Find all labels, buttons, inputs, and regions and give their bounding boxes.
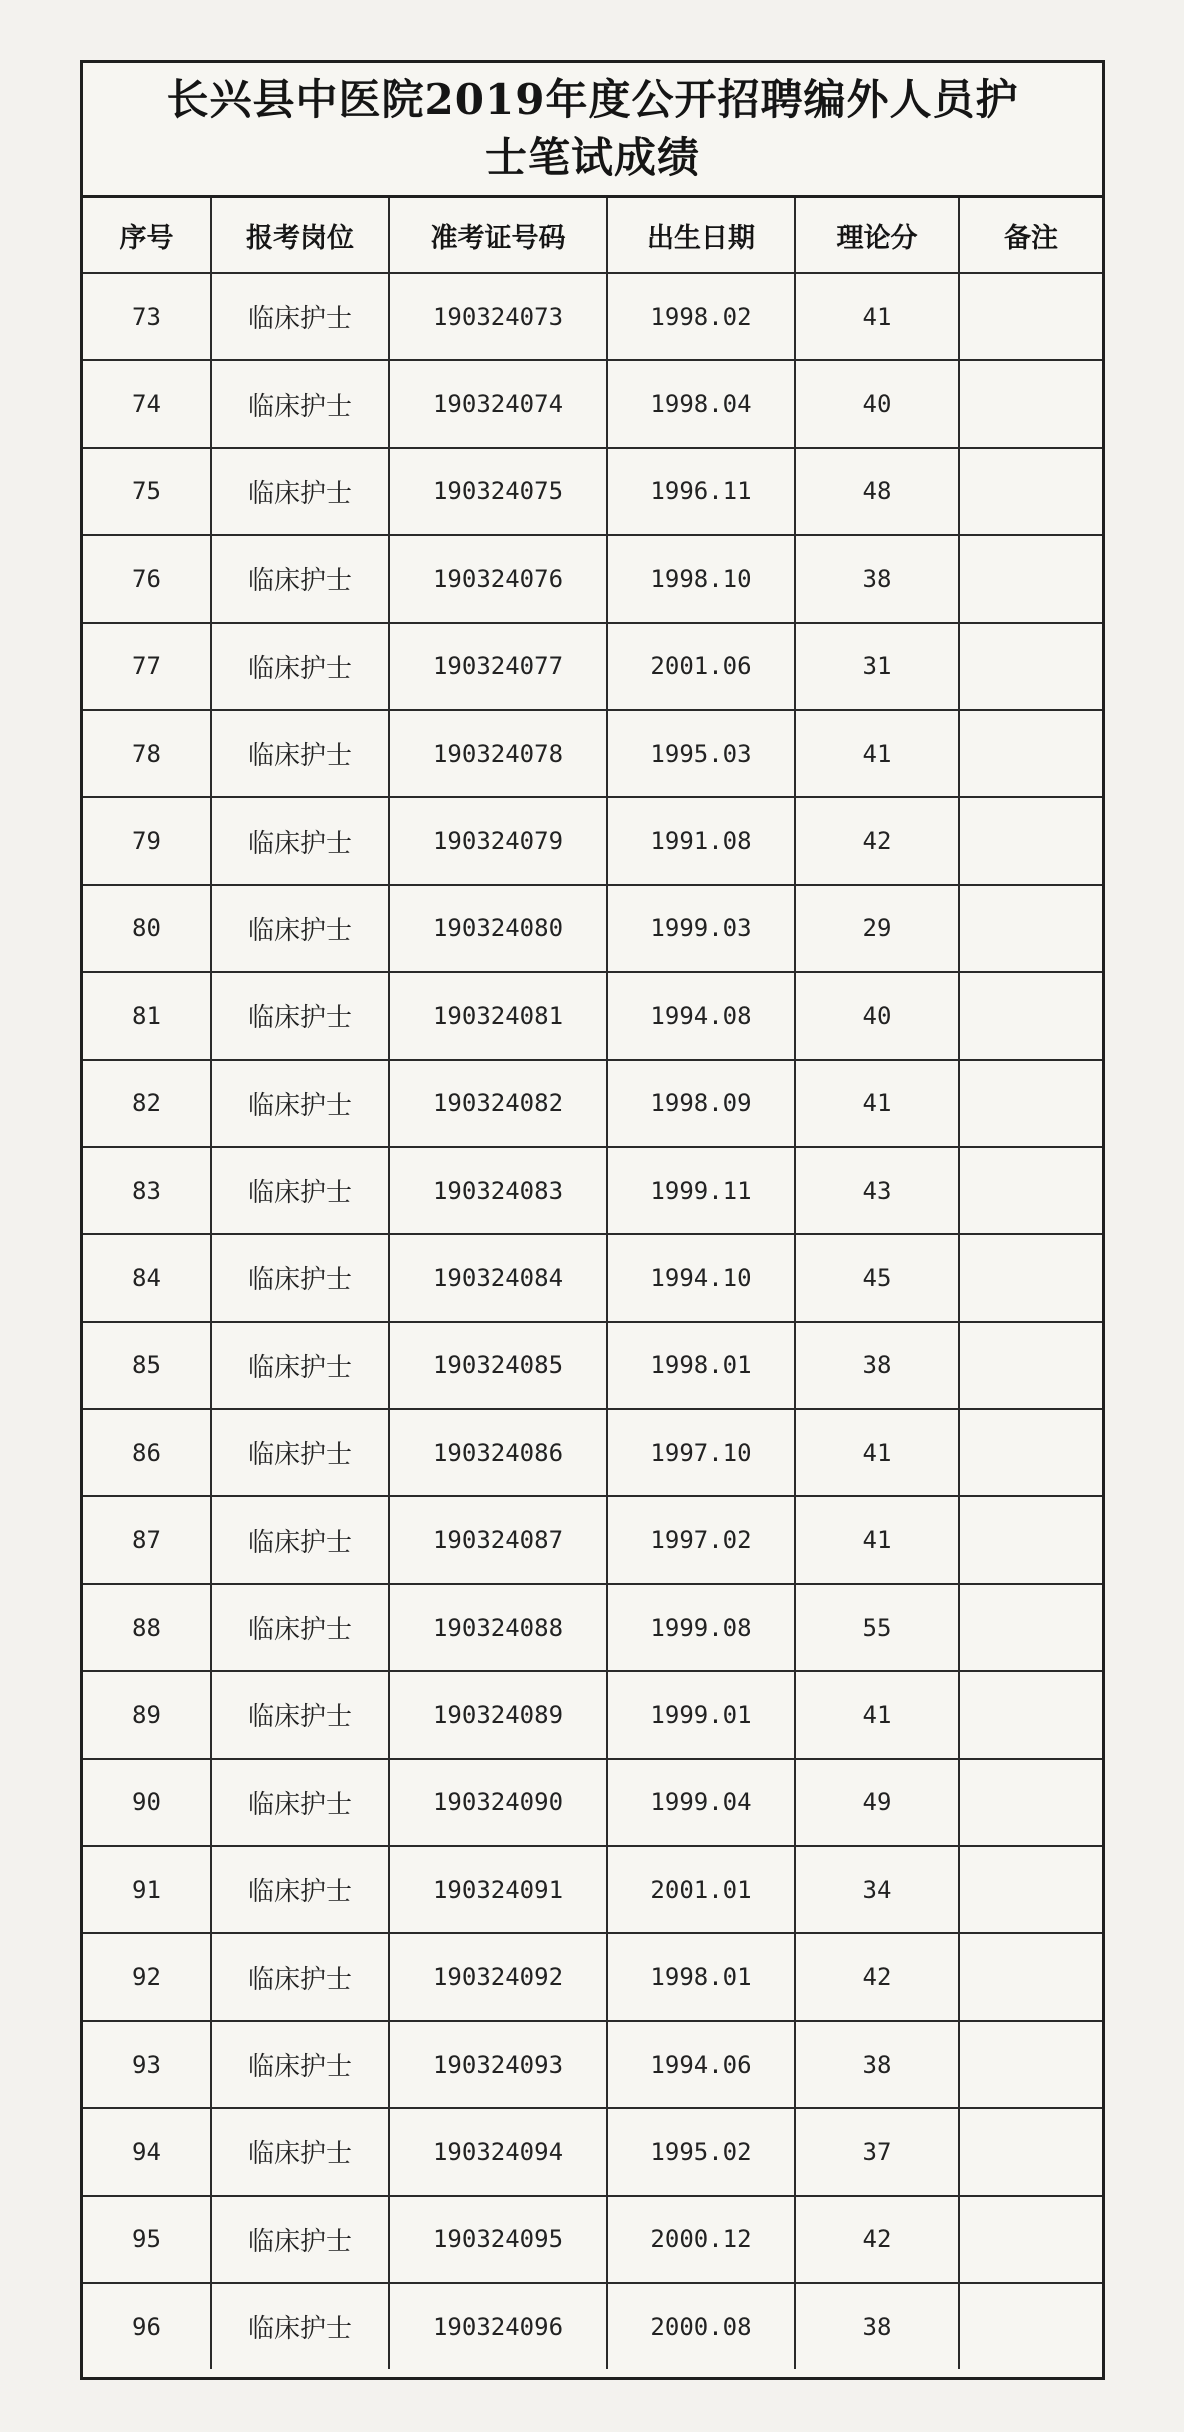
cell-post: 临床护士: [211, 1759, 389, 1846]
cell-remark: [959, 885, 1102, 972]
cell-seq: 94: [83, 2108, 211, 2195]
table-row: [83, 2283, 1102, 2369]
cell-seq: 75: [83, 448, 211, 535]
cell-score: 41: [795, 1409, 959, 1496]
cell-post: 临床护士: [211, 1496, 389, 1583]
table-row: [83, 1496, 1102, 1583]
cell-seq: 78: [83, 710, 211, 797]
cell-post: 临床护士: [211, 1933, 389, 2020]
cell-ticket: 190324084: [389, 1234, 607, 1321]
cell-score: 29: [795, 885, 959, 972]
cell-ticket: 190324076: [389, 535, 607, 622]
cell-score: 38: [795, 1322, 959, 1409]
cell-remark: [959, 1584, 1102, 1671]
cell-post: 临床护士: [211, 360, 389, 447]
cell-birth: 1995.02: [607, 2108, 795, 2195]
cell-remark: [959, 623, 1102, 710]
cell-post: 临床护士: [211, 1671, 389, 1758]
cell-ticket: 190324094: [389, 2108, 607, 2195]
header-score: 理论分: [795, 198, 959, 273]
cell-score: 40: [795, 972, 959, 1059]
cell-birth: 1994.08: [607, 972, 795, 1059]
table-row: [83, 360, 1102, 447]
cell-remark: [959, 1933, 1102, 2020]
cell-birth: 2000.12: [607, 2196, 795, 2283]
cell-score: 34: [795, 1846, 959, 1933]
cell-score: 41: [795, 1671, 959, 1758]
cell-birth: 2001.01: [607, 1846, 795, 1933]
cell-post: 临床护士: [211, 797, 389, 884]
table-row: [83, 1933, 1102, 2020]
cell-birth: 1996.11: [607, 448, 795, 535]
title-line-1: 长兴县中医院2019年度公开招聘编外人员护: [166, 75, 1019, 124]
cell-birth: 1994.10: [607, 1234, 795, 1321]
table-row: [83, 1584, 1102, 1671]
cell-post: 临床护士: [211, 1409, 389, 1496]
cell-seq: 73: [83, 273, 211, 360]
cell-seq: 91: [83, 1846, 211, 1933]
cell-remark: [959, 273, 1102, 360]
table-row: [83, 623, 1102, 710]
header-remark: 备注: [959, 198, 1102, 273]
cell-birth: 1998.02: [607, 273, 795, 360]
title-line-2: 士笔试成绩: [484, 133, 700, 182]
cell-ticket: 190324074: [389, 360, 607, 447]
document-title: [83, 63, 1102, 198]
cell-birth: 1997.10: [607, 1409, 795, 1496]
cell-ticket: 190324086: [389, 1409, 607, 1496]
cell-remark: [959, 535, 1102, 622]
table-row: [83, 710, 1102, 797]
cell-remark: [959, 1147, 1102, 1234]
cell-post: 临床护士: [211, 2196, 389, 2283]
cell-seq: 79: [83, 797, 211, 884]
cell-score: 45: [795, 1234, 959, 1321]
cell-seq: 88: [83, 1584, 211, 1671]
cell-ticket: 190324096: [389, 2283, 607, 2369]
cell-seq: 80: [83, 885, 211, 972]
cell-score: 43: [795, 1147, 959, 1234]
cell-post: 临床护士: [211, 2283, 389, 2369]
cell-score: 55: [795, 1584, 959, 1671]
cell-post: 临床护士: [211, 1846, 389, 1933]
cell-ticket: 190324088: [389, 1584, 607, 1671]
cell-ticket: 190324083: [389, 1147, 607, 1234]
cell-post: 临床护士: [211, 1584, 389, 1671]
cell-post: 临床护士: [211, 1147, 389, 1234]
cell-score: 42: [795, 1933, 959, 2020]
cell-birth: 1998.01: [607, 1322, 795, 1409]
cell-remark: [959, 710, 1102, 797]
cell-remark: [959, 360, 1102, 447]
cell-score: 41: [795, 273, 959, 360]
cell-score: 38: [795, 2021, 959, 2108]
cell-post: 临床护士: [211, 885, 389, 972]
cell-seq: 83: [83, 1147, 211, 1234]
cell-ticket: 190324080: [389, 885, 607, 972]
cell-ticket: 190324090: [389, 1759, 607, 1846]
cell-seq: 86: [83, 1409, 211, 1496]
cell-ticket: 190324093: [389, 2021, 607, 2108]
cell-score: 41: [795, 1496, 959, 1583]
cell-ticket: 190324095: [389, 2196, 607, 2283]
cell-seq: 90: [83, 1759, 211, 1846]
cell-birth: 1999.08: [607, 1584, 795, 1671]
cell-remark: [959, 2283, 1102, 2369]
cell-score: 37: [795, 2108, 959, 2195]
header-ticket: 准考证号码: [389, 198, 607, 273]
cell-score: 38: [795, 535, 959, 622]
cell-ticket: 190324082: [389, 1060, 607, 1147]
cell-post: 临床护士: [211, 1322, 389, 1409]
cell-seq: 95: [83, 2196, 211, 2283]
cell-remark: [959, 1322, 1102, 1409]
cell-score: 41: [795, 1060, 959, 1147]
cell-birth: 1994.06: [607, 2021, 795, 2108]
cell-post: 临床护士: [211, 448, 389, 535]
cell-ticket: 190324091: [389, 1846, 607, 1933]
cell-ticket: 190324089: [389, 1671, 607, 1758]
cell-score: 38: [795, 2283, 959, 2369]
cell-post: 临床护士: [211, 535, 389, 622]
header-row: [83, 198, 1102, 273]
cell-score: 41: [795, 710, 959, 797]
cell-remark: [959, 448, 1102, 535]
cell-post: 临床护士: [211, 972, 389, 1059]
cell-remark: [959, 1060, 1102, 1147]
cell-seq: 85: [83, 1322, 211, 1409]
cell-birth: 2000.08: [607, 2283, 795, 2369]
table-row: [83, 885, 1102, 972]
table-row: [83, 2196, 1102, 2283]
cell-birth: 1998.10: [607, 535, 795, 622]
table-row: [83, 273, 1102, 360]
cell-birth: 1991.08: [607, 797, 795, 884]
results-table: [83, 198, 1102, 2369]
cell-remark: [959, 1759, 1102, 1846]
cell-ticket: 190324092: [389, 1933, 607, 2020]
table-row: [83, 535, 1102, 622]
cell-score: 48: [795, 448, 959, 535]
cell-seq: 96: [83, 2283, 211, 2369]
cell-seq: 77: [83, 623, 211, 710]
cell-remark: [959, 1496, 1102, 1583]
cell-post: 临床护士: [211, 1234, 389, 1321]
cell-ticket: 190324079: [389, 797, 607, 884]
cell-ticket: 190324078: [389, 710, 607, 797]
cell-post: 临床护士: [211, 2108, 389, 2195]
cell-post: 临床护士: [211, 710, 389, 797]
table-row: [83, 1671, 1102, 1758]
cell-remark: [959, 2108, 1102, 2195]
cell-post: 临床护士: [211, 1060, 389, 1147]
cell-birth: 1995.03: [607, 710, 795, 797]
cell-birth: 1997.02: [607, 1496, 795, 1583]
cell-ticket: 190324087: [389, 1496, 607, 1583]
cell-ticket: 190324081: [389, 972, 607, 1059]
cell-post: 临床护士: [211, 2021, 389, 2108]
cell-birth: 1998.09: [607, 1060, 795, 1147]
results-sheet: [80, 60, 1105, 2380]
cell-score: 49: [795, 1759, 959, 1846]
cell-ticket: 190324085: [389, 1322, 607, 1409]
table-row: [83, 797, 1102, 884]
cell-score: 40: [795, 360, 959, 447]
cell-seq: 76: [83, 535, 211, 622]
cell-ticket: 190324075: [389, 448, 607, 535]
table-row: [83, 1147, 1102, 1234]
table-row: [83, 448, 1102, 535]
header-birth: 出生日期: [607, 198, 795, 273]
table-row: [83, 1322, 1102, 1409]
cell-post: 临床护士: [211, 623, 389, 710]
cell-remark: [959, 1846, 1102, 1933]
cell-remark: [959, 797, 1102, 884]
cell-score: 42: [795, 2196, 959, 2283]
table-row: [83, 1234, 1102, 1321]
cell-seq: 82: [83, 1060, 211, 1147]
cell-seq: 74: [83, 360, 211, 447]
cell-remark: [959, 2021, 1102, 2108]
cell-ticket: 190324077: [389, 623, 607, 710]
cell-remark: [959, 972, 1102, 1059]
cell-seq: 93: [83, 2021, 211, 2108]
table-row: [83, 972, 1102, 1059]
cell-seq: 89: [83, 1671, 211, 1758]
table-row: [83, 2021, 1102, 2108]
table-row: [83, 1409, 1102, 1496]
cell-seq: 92: [83, 1933, 211, 2020]
header-seq: 序号: [83, 198, 211, 273]
cell-score: 31: [795, 623, 959, 710]
cell-remark: [959, 2196, 1102, 2283]
cell-birth: 2001.06: [607, 623, 795, 710]
cell-score: 42: [795, 797, 959, 884]
cell-remark: [959, 1409, 1102, 1496]
table-row: [83, 2108, 1102, 2195]
cell-remark: [959, 1671, 1102, 1758]
cell-ticket: 190324073: [389, 273, 607, 360]
cell-birth: 1999.04: [607, 1759, 795, 1846]
cell-birth: 1999.03: [607, 885, 795, 972]
cell-birth: 1998.01: [607, 1933, 795, 2020]
cell-seq: 84: [83, 1234, 211, 1321]
cell-seq: 81: [83, 972, 211, 1059]
table-row: [83, 1060, 1102, 1147]
cell-birth: 1999.01: [607, 1671, 795, 1758]
cell-seq: 87: [83, 1496, 211, 1583]
cell-post: 临床护士: [211, 273, 389, 360]
header-post: 报考岗位: [211, 198, 389, 273]
cell-remark: [959, 1234, 1102, 1321]
cell-birth: 1998.04: [607, 360, 795, 447]
table-row: [83, 1759, 1102, 1846]
cell-birth: 1999.11: [607, 1147, 795, 1234]
table-row: [83, 1846, 1102, 1933]
